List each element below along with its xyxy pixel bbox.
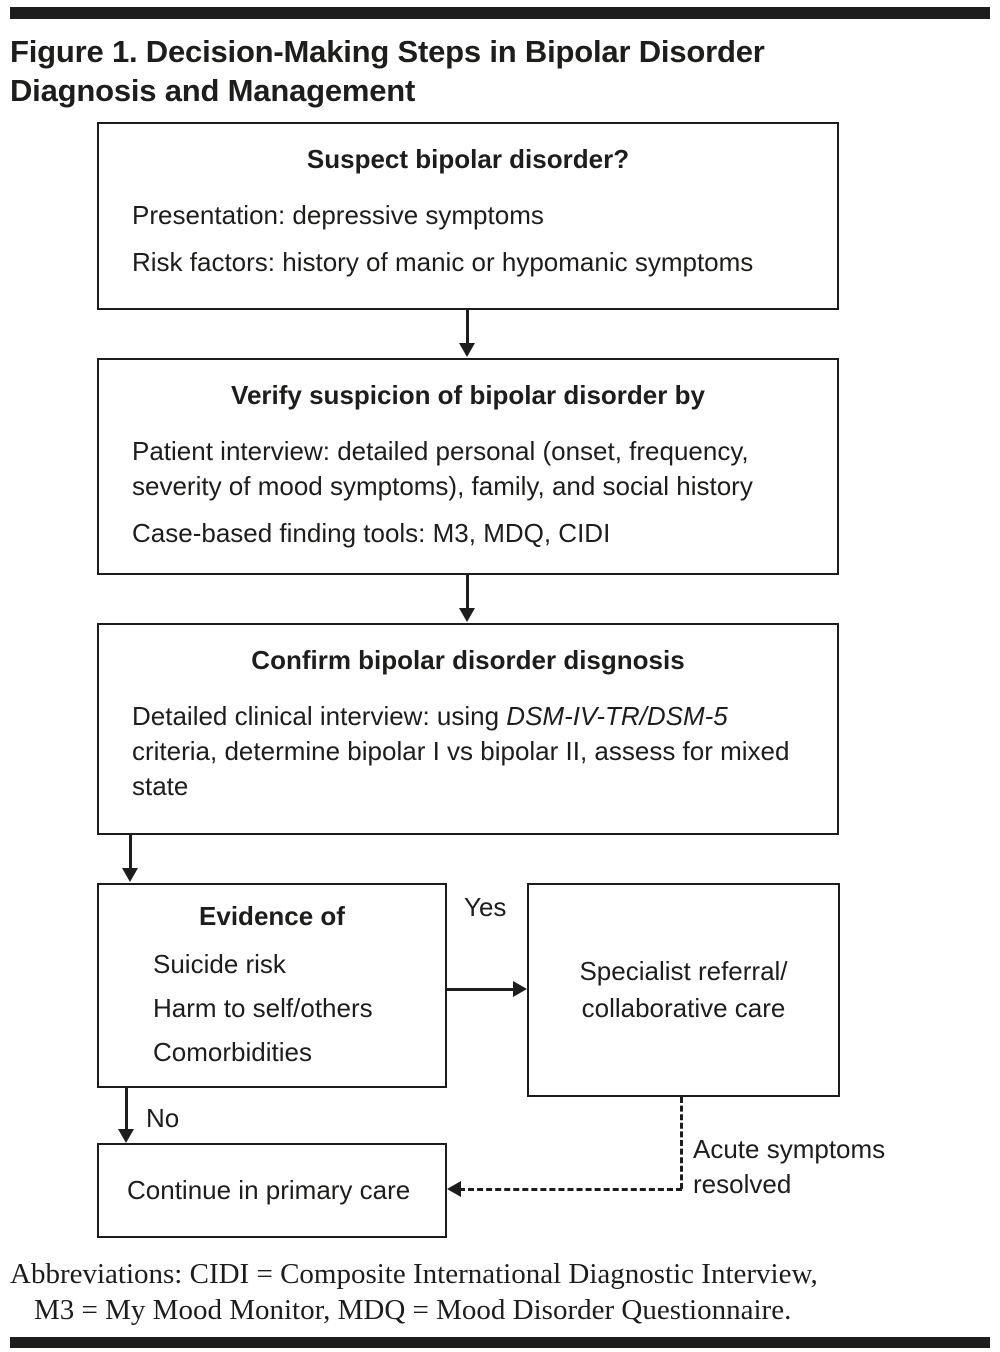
dashed-specialist-to-primary-head [447,1181,461,1197]
box-primary-text: Continue in primary care [127,1175,411,1205]
arrow-suspect-to-verify-head [459,343,475,357]
figure-title: Figure 1. Decision-Making Steps in Bipolar Disorder Diagnosis and Management [10,34,765,108]
yes-label: Yes [464,892,507,922]
arrow-evidence-to-specialist-line [447,988,515,991]
dashed-specialist-to-primary-hline [459,1188,682,1191]
confirm-body-text-continued: criteria, determine bipolar I vs bipolar II, assess for mixed state [132,736,790,801]
dashed-specialist-to-primary-vline [680,1097,683,1189]
box-specialist-line: Specialist referral/ [579,956,788,986]
no-label: No [146,1103,180,1133]
arrow-evidence-to-primary-head [118,1129,134,1143]
box-confirm-heading: Confirm bipolar disorder disgnosis [251,645,685,675]
arrow-confirm-to-evidence-line [129,835,132,869]
box-suspect-bipolar [97,122,839,310]
abbreviations-footnote [10,1256,990,1328]
dsm-criteria-italic: DSM-IV-TR/DSM-5 [506,701,728,731]
abbreviations-line: Abbreviations: CIDI = Composite International Diagnostic Interview, [10,1258,818,1290]
box-specialist-referral [527,883,840,1097]
box-confirm-body [132,699,804,804]
box-confirm-diagnosis [97,623,839,835]
bottom-rule [10,1337,990,1348]
box-evidence-line: Suicide risk [153,949,286,979]
box-evidence-line: Comorbidities [153,1037,312,1067]
box-evidence-heading: Evidence of [199,901,345,931]
box-suspect-heading: Suspect bipolar disorder? [306,144,630,174]
box-verify-line: Patient interview: detailed personal (onset, frequency, severity of mood symptoms), family, and social history [132,436,753,501]
arrow-verify-to-confirm-head [459,608,475,622]
box-evidence-of-risk [97,883,447,1088]
box-verify-heading: Verify suspicion of bipolar disorder by [231,380,705,410]
box-specialist-line: collaborative care [581,993,786,1023]
top-rule [10,7,990,19]
box-verify-suspicion [97,358,839,575]
abbreviations-line: M3 = My Mood Monitor, MDQ = Mood Disorder Questionnaire. [34,1294,792,1326]
arrow-confirm-to-evidence-head [122,868,138,882]
box-verify-line: Case-based finding tools: M3, MDQ, CIDI [132,518,611,548]
arrow-evidence-to-primary-line [125,1088,128,1130]
box-evidence-line: Harm to self/others [153,993,373,1023]
confirm-body-text: Detailed clinical interview: using [132,701,507,731]
box-continue-primary-care [97,1143,447,1238]
arrow-suspect-to-verify-line [466,310,469,344]
acute-symptoms-resolved-label: Acute symptoms resolved [693,1134,886,1199]
box-suspect-line: Risk factors: history of manic or hypomanic symptoms [132,247,754,277]
arrow-evidence-to-specialist-head [513,981,527,997]
arrow-verify-to-confirm-line [466,575,469,609]
box-suspect-line: Presentation: depressive symptoms [132,200,544,230]
